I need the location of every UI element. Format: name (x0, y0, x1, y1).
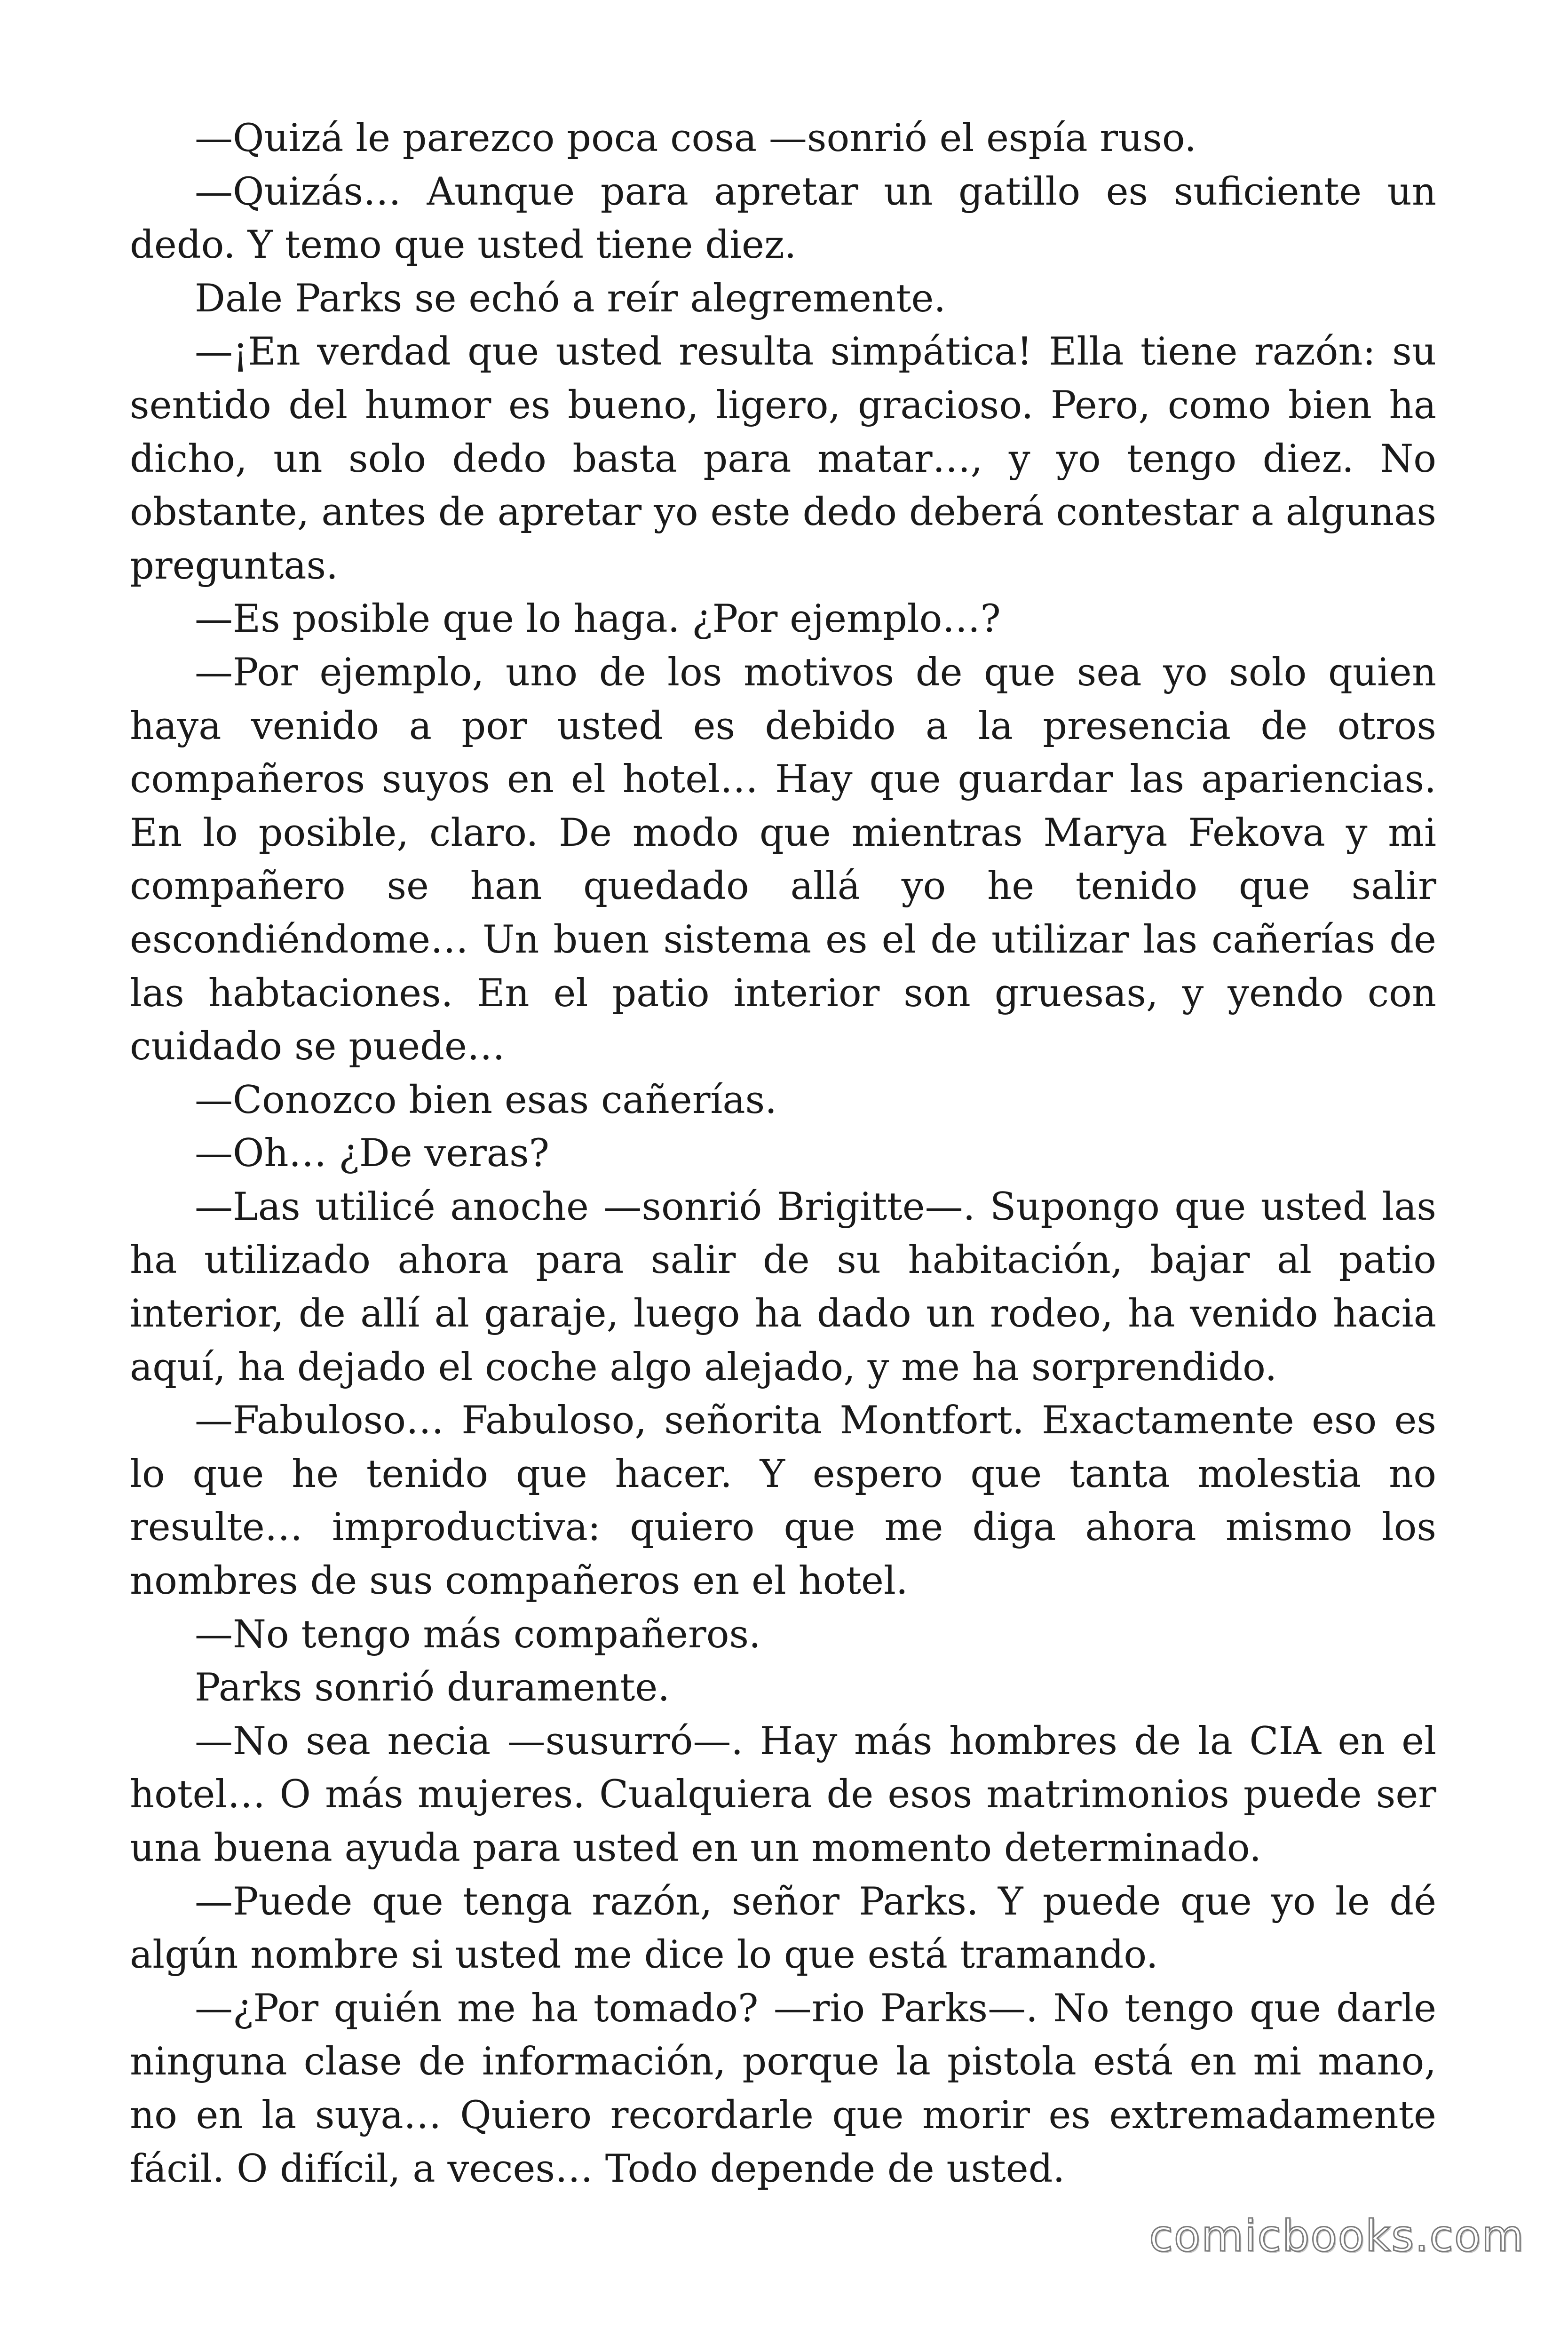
paragraph: Parks sonrió duramente. (195, 1666, 670, 1710)
paragraph: —Puede que tenga razón, señor Parks. Y puede que yo le dé algún nombre si usted me dice lo que está tramando. (130, 1879, 1436, 1978)
paragraph: —¡En verdad que usted resulta simpática! Ella tiene razón: su sentido del humor es bueno, ligero, gracioso. Pero, como bien ha dicho, un solo dedo basta para matar…, y yo tengo diez. No obstante, antes de apretar yo este dedo deberá contestar a algunas preguntas. (130, 330, 1436, 588)
paragraph: —Fabuloso… Fabuloso, señorita Montfort. Exactamente eso es lo que he tenido que hacer. Y espero que tanta molestia no resulte… improductiva: quiero que me diga ahora mismo los nombres de sus compañeros en el hotel. (130, 1398, 1436, 1604)
paragraph: —Conozco bien esas cañerías. (195, 1078, 777, 1122)
watermark: comicbooks.com (1149, 2211, 1525, 2261)
paragraph: —Quizás… Aunque para apretar un gatillo es suficiente un dedo. Y temo que usted tiene diez. (130, 169, 1436, 268)
body-text (130, 112, 1436, 2196)
paragraph: —No tengo más compañeros. (195, 1612, 761, 1657)
paragraph: —Las utilicé anoche —sonrió Brigitte—. Supongo que usted las ha utilizado ahora para salir de su habitación, bajar al patio interior, de allí al garaje, luego ha dado un rodeo, ha venido hacia aquí, ha dejado el coche algo alejado, y me ha sorprendido. (130, 1184, 1436, 1390)
paragraph: —Quizá le parezco poca cosa —sonrió el espía ruso. (195, 116, 1196, 160)
paragraph: —No sea necia —susurró—. Hay más hombres de la CIA en el hotel… O más mujeres. Cualquiera de esos matrimonios puede ser una buena ayuda para usted en un momento determinado. (130, 1719, 1436, 1870)
paragraph: —¿Por quién me ha tomado? —rio Parks—. No tengo que darle ninguna clase de información, porque la pistola está en mi mano, no en la suya… Quiero recordarle que morir es extremadamente fácil. O difícil, a veces… Todo depende de usted. (130, 1986, 1436, 2191)
paragraph: —Es posible que lo haga. ¿Por ejemplo…? (195, 597, 1001, 642)
paragraph: Dale Parks se echó a reír alegremente. (195, 276, 946, 321)
paragraph: —Por ejemplo, uno de los motivos de que sea yo solo quien haya venido a por usted es debido a la presencia de otros compañeros suyos en el hotel… Hay que guardar las apariencias. En lo posible, claro. De modo que mientras Marya Fekova y mi compañero se han quedado allá yo he tenido que salir escondiéndome… Un buen sistema es el de utilizar las cañerías de las habtaciones. En el patio interior son gruesas, y yendo con cuidado se puede… (130, 650, 1436, 1069)
paragraph: —Oh… ¿De veras? (195, 1131, 550, 1176)
